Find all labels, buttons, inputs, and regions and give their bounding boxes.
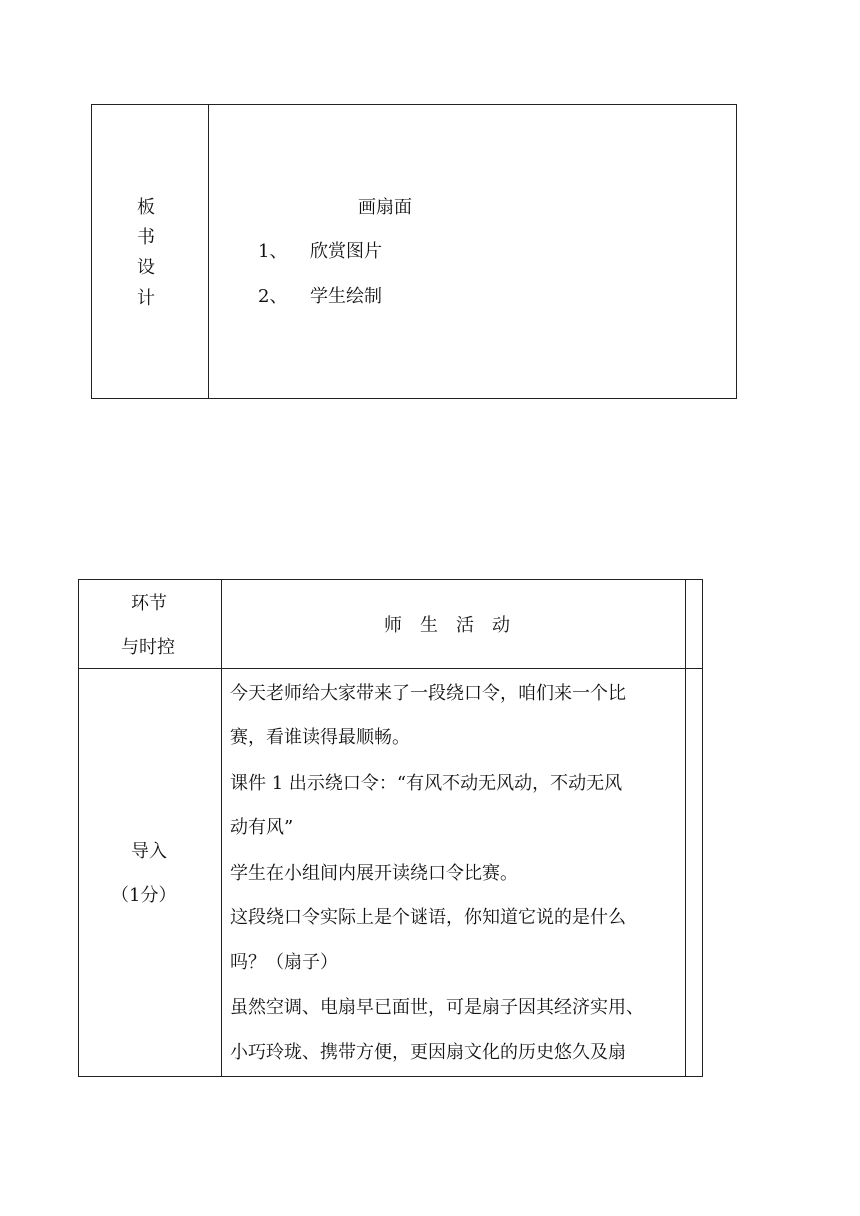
activity-text-line: 这段绕口令实际上是个谜语，你知道它说的是什么: [230, 907, 626, 928]
activity-text-line: 动有风”: [230, 817, 294, 838]
board-item-text: 欣赏图片: [310, 241, 382, 262]
table-border-top: [78, 579, 703, 580]
board-label-char: 板: [137, 197, 155, 218]
table-border-left: [78, 579, 79, 1077]
board-label-char: 计: [137, 288, 155, 309]
table-border-right: [736, 104, 737, 399]
table-border-right: [702, 579, 703, 1077]
activity-text-line: 小巧玲珑、携带方便，更因扇文化的历史悠久及扇: [230, 1042, 626, 1063]
table-border-top: [91, 104, 737, 105]
table-border-bottom: [91, 398, 737, 399]
board-item-number: 2、: [258, 286, 288, 307]
board-label-char: 设: [137, 257, 155, 278]
header-time-label: 与时控: [121, 637, 175, 658]
table-border-left: [91, 104, 92, 399]
activity-text-line: 课件 1 出示绕口令：“有风不动无风动，不动无风: [230, 773, 623, 794]
stage-name: 导入: [131, 841, 167, 862]
stage-time: （1分）: [111, 885, 177, 906]
activity-text-line: 赛，看谁读得最顺畅。: [230, 727, 410, 748]
activity-text-line: 虽然空调、电扇早已面世，可是扇子因其经济实用、: [230, 997, 644, 1018]
narrow-column-divider: [685, 579, 686, 1077]
header-stage-label: 环节: [131, 593, 167, 614]
board-title: 画扇面: [358, 197, 412, 218]
activity-text-line: 学生在小组间内展开读绕口令比赛。: [230, 863, 518, 884]
table-border-bottom: [78, 1076, 703, 1077]
board-item-number: 1、: [258, 241, 288, 262]
board-label-char: 书: [137, 227, 155, 248]
column-divider: [221, 579, 222, 1077]
header-activity-title: 师 生 活 动: [384, 615, 510, 636]
table-divider: [208, 104, 209, 399]
activity-text-line: 今天老师给大家带来了一段绕口令，咱们来一个比: [230, 683, 626, 704]
activity-text-line: 吗？（扇子）: [230, 952, 338, 973]
header-row-divider: [78, 668, 703, 669]
board-item-text: 学生绘制: [310, 286, 382, 307]
